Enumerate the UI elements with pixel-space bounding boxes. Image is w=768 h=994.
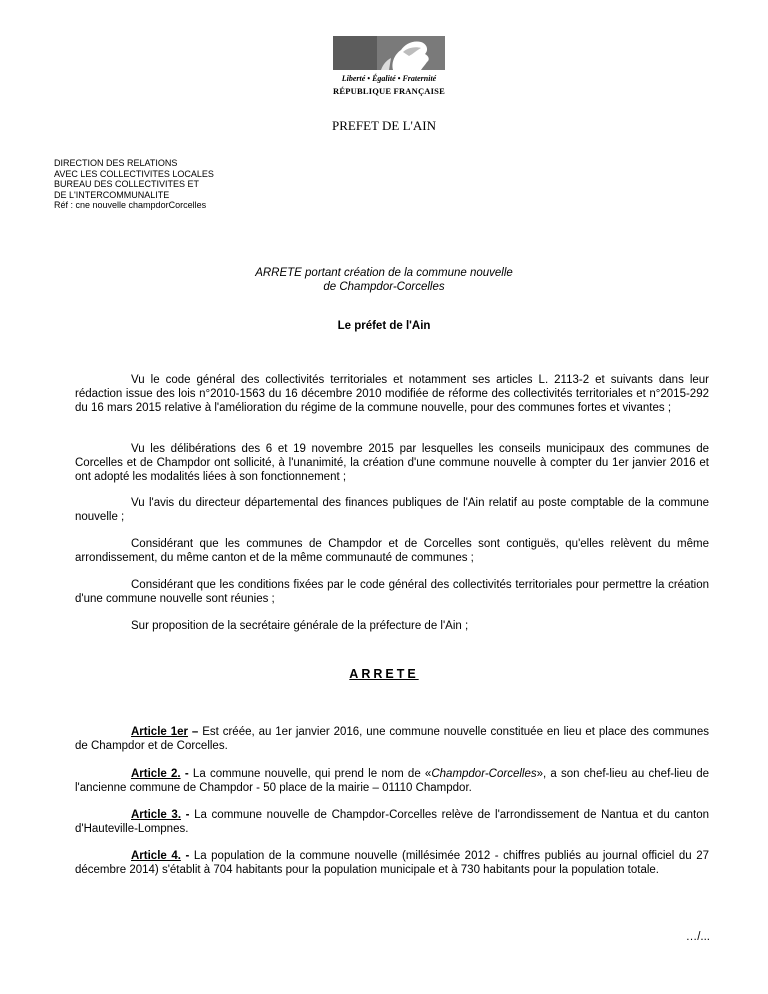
article-label: Article 2.: [131, 768, 181, 780]
article-text: Est créée, au 1er janvier 2016, une commune nouvelle constituée en lieu et place des communes de Champdor et de Corcelles.: [75, 726, 709, 753]
prefet-label: PREFET DE L'AIN: [332, 118, 436, 133]
direction-block: [54, 158, 214, 211]
consideration-paragraph: Considérant que les communes de Champdor et de Corcelles sont contiguës, qu'elles relèvent du même arrondissement, du même canton et de la même communauté de communes ;: [75, 538, 709, 565]
republic-name: RÉPUBLIQUE FRANÇAISE: [333, 86, 445, 96]
continuation-mark: …/...: [685, 931, 710, 943]
article-separator: -: [181, 809, 195, 821]
direction-line: AVEC LES COLLECTIVITES LOCALES: [54, 168, 214, 179]
republic-motto: Liberté • Égalité • Fraternité: [341, 74, 437, 83]
consideration-paragraph: Vu le code général des collectivités territoriales et notamment ses articles L. 2113-2 et suivants dans leur rédaction issue des lois n°2010-1563 du 16 décembre 2010 modifiée de réforme des collectivités territoriales et n°2015-292 du 16 mars 2015 relative à l'amélioration du régime de la commune nouvelle, pour des communes fortes et vivantes ;: [75, 374, 709, 415]
prefet-heading: Le préfet de l'Ain: [337, 320, 431, 332]
arrete-heading: ARRETE: [349, 667, 419, 681]
article-2: [75, 767, 709, 795]
article-4: [75, 849, 709, 877]
article-label: Article 1er: [131, 726, 188, 738]
article-text: », a son chef-lieu au chef-lieu de l'ancienne commune de Champdor - 50 place de la mairie – 01110 Champdor.: [75, 768, 710, 795]
article-separator: -: [180, 768, 193, 780]
marianne-logo: [333, 36, 445, 96]
article-label: Article 3.: [131, 809, 182, 821]
article-separator: -: [180, 850, 194, 862]
direction-line: BUREAU DES COLLECTIVITES ET: [54, 179, 200, 189]
reference-line: Réf : cne nouvelle champdorCorcelles: [54, 200, 207, 210]
article-text: La commune nouvelle de Champdor-Corcelles relève de l'arrondissement de Nantua et du canton d'Hauteville-Lompnes.: [75, 809, 709, 836]
commune-name: Champdor-Corcelles: [431, 768, 537, 780]
consideration-paragraph: Vu l'avis du directeur départemental des finances publiques de l'Ain relatif au poste comptable de la commune nouvelle ;: [75, 497, 709, 524]
direction-line: DE L'INTERCOMMUNALITE: [54, 189, 170, 200]
consideration-paragraph: Considérant que les conditions fixées par le code général des collectivités territoriales pour permettre la création d'une commune nouvelle sont réunies ;: [75, 579, 709, 606]
direction-line: DIRECTION DES RELATIONS: [54, 158, 178, 168]
article-1: [75, 725, 709, 753]
article-label: Article 4.: [131, 850, 181, 862]
marianne-emblem-icon: [333, 36, 445, 70]
article-3: [75, 808, 709, 836]
document-title: [0, 266, 768, 294]
article-text: La commune nouvelle, qui prend le nom de «: [192, 768, 432, 780]
consideration-paragraph: Vu les délibérations des 6 et 19 novembre 2015 par lesquelles les conseils municipaux des communes de Corcelles et de Champdor ont sollicité, à l'unanimité, la création d'une commune nouvelle à compter du 1er janvier 2016 et ont adopté les modalités liées à son fonctionnement ;: [75, 443, 709, 484]
consideration-paragraph: Sur proposition de la secrétaire générale de la préfecture de l'Ain ;: [131, 620, 469, 632]
article-text: La population de la commune nouvelle (millésimée 2012 - chiffres publiés au journal officiel du 27 décembre 2014) s'établit à 704 habitants pour la population municipale et à 730 habitants pour la population totale.: [75, 850, 709, 877]
title-line: ARRETE portant création de la commune nouvelle: [255, 267, 513, 279]
title-line: de Champdor-Corcelles: [323, 281, 445, 293]
article-separator: –: [187, 726, 203, 738]
